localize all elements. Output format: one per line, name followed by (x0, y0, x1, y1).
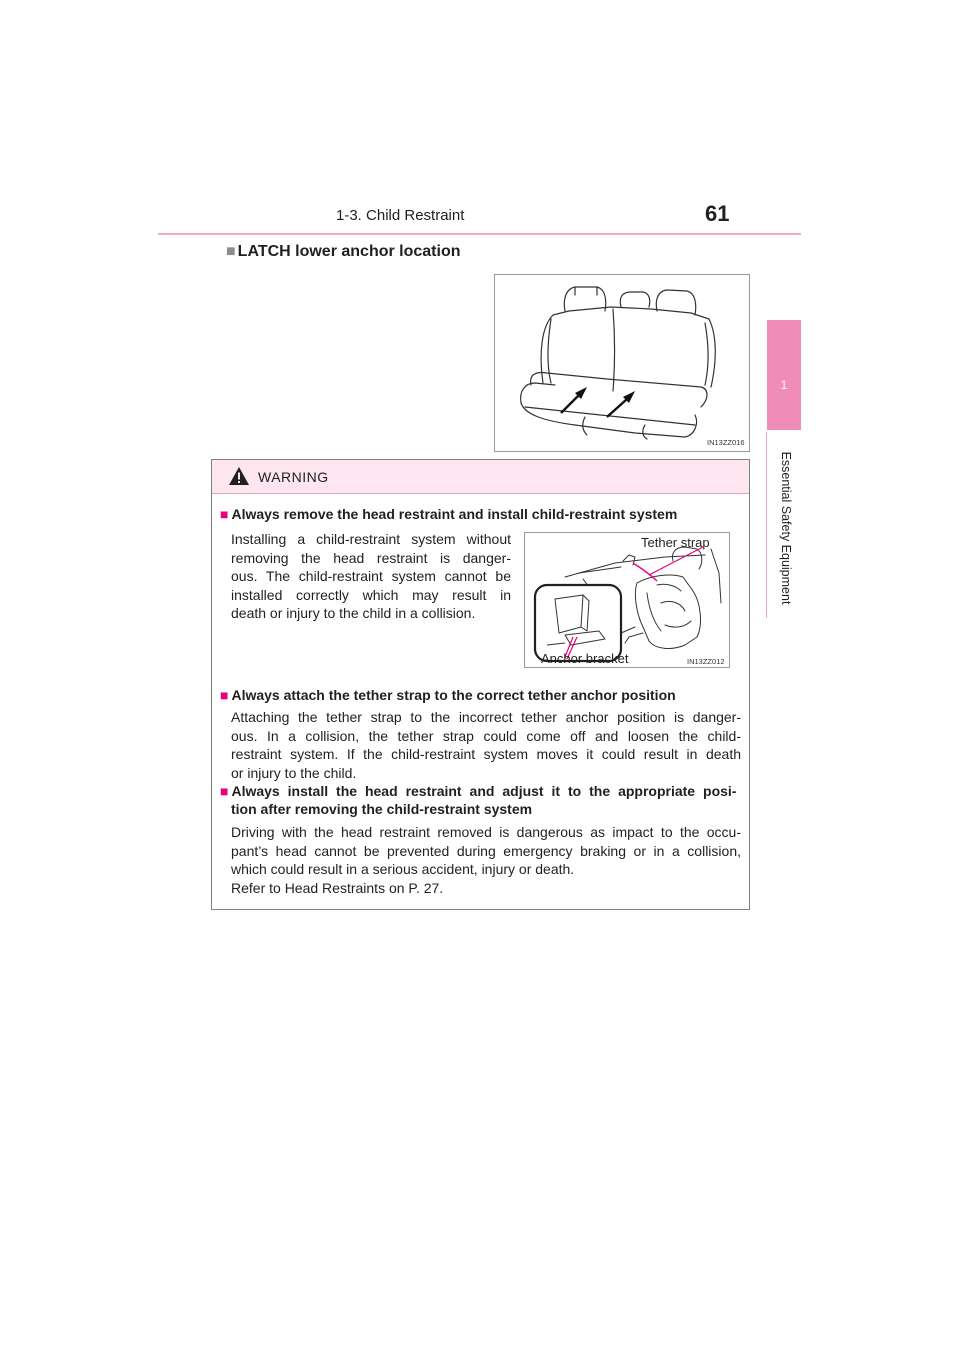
page-number: 61 (705, 201, 730, 226)
figure-code: IN13ZZ012 (687, 657, 725, 666)
chapter-title: Essential Safety Equipment (779, 451, 793, 605)
square-bullet-icon: ■ (220, 687, 229, 703)
tether-strap-illustration (524, 532, 730, 668)
square-bullet-icon: ■ (220, 506, 229, 522)
body-line: or injury to the child. (231, 764, 357, 781)
square-bullet-icon: ■ (226, 243, 236, 260)
warning-item-body (231, 530, 511, 623)
chapter-divider (766, 432, 767, 618)
warning-item-title (220, 505, 677, 523)
warning-box (211, 459, 750, 910)
body-line: Installing a child-restraint system without (231, 531, 511, 547)
figure-code: IN13ZZ016 (707, 438, 745, 447)
warning-header (212, 460, 749, 494)
warning-item-title (220, 686, 676, 704)
warning-item-title-text: Always attach the tether strap to the correct tether anchor position (231, 687, 676, 703)
chapter-number: 1 (780, 378, 788, 392)
warning-item-title-text: Always remove the head restraint and install child-restraint system (231, 506, 678, 522)
running-header-section: 1-3. Child Restraint (336, 207, 465, 224)
square-bullet-icon: ■ (220, 783, 229, 799)
warning-triangle-icon (228, 466, 250, 486)
warning-item-body (231, 708, 741, 782)
body-line: Refer to Head Restraints on P. 27. (231, 879, 444, 896)
header-divider (158, 233, 801, 235)
rear-seat-drawing (495, 275, 749, 451)
body-line: which could result in a serious accident, injury or death. (231, 861, 575, 878)
body-line: ous. The child-restraint system cannot be (231, 568, 511, 585)
warning-label: WARNING (258, 469, 329, 485)
body-line: removing the head restraint is danger- (231, 549, 511, 566)
warning-item-body (231, 823, 741, 897)
body-line: Attaching the tether strap to the incorrect tether anchor position is danger- (231, 709, 741, 725)
body-line: Driving with the head restraint removed is dangerous as impact to the occu- (231, 824, 741, 840)
body-line: death or injury to the child in a collision. (231, 605, 476, 622)
section-heading-text: LATCH lower anchor location (237, 243, 461, 260)
chapter-title-vertical (776, 438, 796, 618)
rear-seat-illustration (494, 274, 750, 452)
tether-strap-drawing (525, 533, 729, 667)
chapter-tab (767, 320, 801, 430)
body-line: ous. In a collision, the tether strap could come off and loosen the child- (231, 727, 741, 744)
anchor-bracket-label: Anchor bracket (541, 651, 629, 666)
body-line: installed correctly which may result in (231, 586, 511, 603)
tether-strap-label: Tether strap (641, 535, 710, 550)
warning-item-title-text: tion after removing the child-restraint system (231, 801, 533, 817)
section-heading (226, 243, 461, 261)
body-line: restraint system. If the child-restraint system moves it could result in death (231, 746, 741, 763)
body-line: pant’s head cannot be prevented during emergency braking or in a collision, (231, 842, 741, 859)
warning-item-title (220, 782, 742, 818)
warning-item-title-text: Always install the head restraint and adjust it to the appropriate posi- (231, 783, 737, 799)
